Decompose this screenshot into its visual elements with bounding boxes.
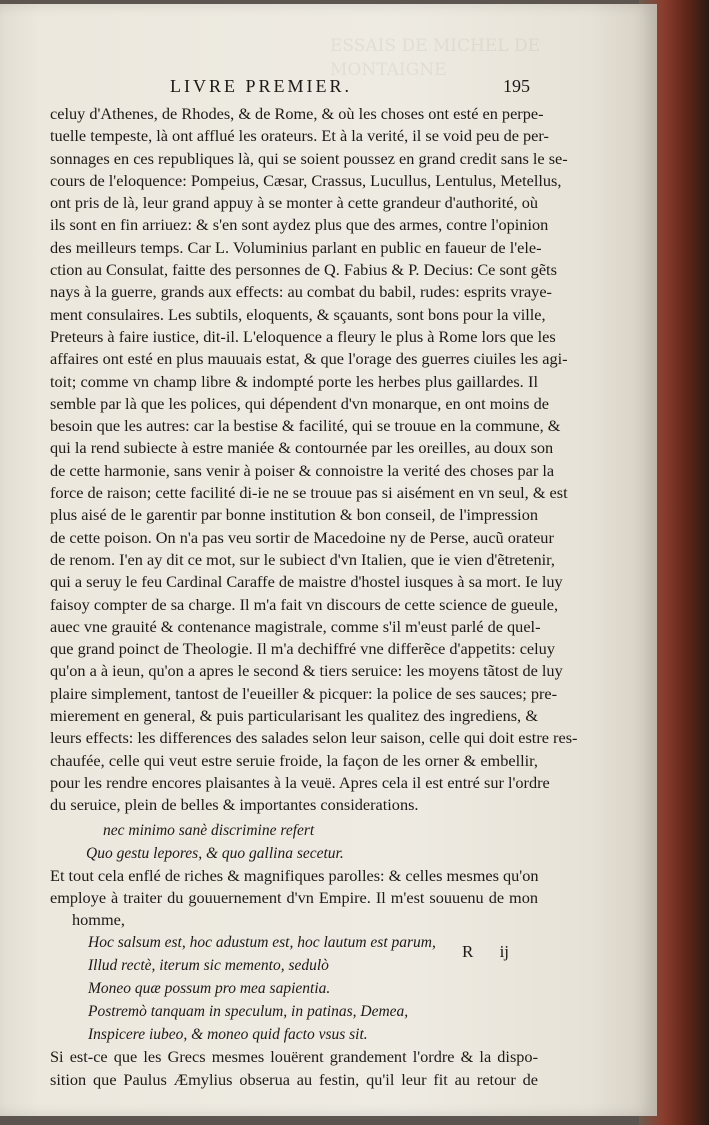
text-line: ont pris de là, leur grand appuy à se monter à cette grandeur d'authorité, où (50, 193, 538, 213)
text-line: pour les rendre encores plaisantes à la veuë. Apres cela il est entré sur l'ordre (50, 772, 550, 792)
text-line: celuy d'Athenes, de Rhodes, & de Rome, & où les choses ont esté en perpe- (50, 104, 544, 123)
paragraph-1 (50, 103, 578, 817)
quote-line: Quo gestu lepores, & quo gallina secetur. (86, 844, 344, 862)
text-line: ction au Consulat, faitte des personnes de Q. Fabius & P. Decius: Ce sont gẽts (50, 260, 557, 280)
text-line: leurs effects: les differences des salades selon leur saison, celle qui doit estre res- (50, 728, 578, 748)
text-line: force de raison; cette facilité di-ie ne se trouue pas si aisément en vn seul, & est (50, 483, 568, 503)
text-line: semble par là que les polices, qui dépendent d'vn monarque, en ont moins de (50, 393, 549, 413)
text-line: plaire simplement, tantost de l'eueiller & picquer: la police de ses sauces; pre- (50, 683, 558, 703)
page-number: 195 (503, 76, 530, 96)
text-line: faisoy compter de sa charge. Il m'a fait vn discours de cette science de gueule, (50, 594, 559, 614)
text-line: des meilleurs temps. Car L. Voluminius parlant en public en faueur de l'ele- (50, 237, 542, 257)
running-title: LIVRE PREMIER. (170, 76, 353, 96)
text-line: tuelle tempeste, là ont afflué les orateurs. Et à la verité, il se void peu de per- (50, 126, 549, 146)
text-line: auec vne grauité & contenance magistrale, comme s'il m'eust parlé de quel- (50, 616, 541, 636)
text-line: chaufée, celle qui veut estre seruie froide, la façon de les orner & embellir, (50, 750, 538, 770)
text-line: de cette poison. On n'a pas veu sortir de Macedoine ny de Perse, aucũ orateur (50, 527, 554, 547)
text-line: mierement en general, & puis particularisant les qualitez des ingrediens, & (50, 706, 538, 726)
text-line: sonnages en ces republiques là, qui se soient poussez en grand credit sans le se- (50, 148, 568, 168)
text-line: du seruice, plein de belles & importantes considerations. (50, 795, 419, 815)
text-line: qui a seruy le feu Cardinal Caraffe de maistre d'hostel iusques à sa mort. Ie luy (50, 572, 563, 592)
text-line: qu'on a à ieun, qu'on a apres le second & tiers seruice: les moyens tãtost de luy (50, 661, 563, 681)
quote-line: Moneo quæ possum pro mea sapientia. (88, 980, 331, 998)
paragraph-2 (50, 865, 538, 932)
quote-line: Illud rectè, iterum sic memento, sedulò (88, 957, 329, 975)
quote-line: Postremò tanquam in speculum, in patinas, Demea, (88, 1003, 409, 1021)
text-line: ment consulaires. Les subtils, eloquents, & sçauants, sont bons pour la ville, (50, 304, 546, 324)
text-line: toit; comme vn champ libre & indompté porte les herbes plus gaillardes. Il (50, 371, 538, 391)
text-line: sition que Paulus Æmylius obserua au festin, qu'il leur fit au retour de (50, 1069, 538, 1089)
text-line: Si est-ce que les Grecs mesmes louërent grandement l'ordre & la dispo- (50, 1047, 538, 1067)
quote-line: nec minimo sanè discrimine refert (103, 821, 315, 839)
text-line: cours de l'eloquence: Pompeius, Cæsar, Crassus, Lucullus, Lentulus, Metellus, (50, 170, 562, 190)
text-line: plus aisé de le garentir par bonne institution & bon conseil, de l'impression (50, 505, 538, 525)
paragraph-3 (50, 1046, 538, 1091)
show-through-text: ESSAIS DE MICHEL DE MONTAIGNE (330, 36, 540, 80)
text-line: qui la rend subiecte à estre maniée & contournée par les oreilles, au doux son (50, 438, 554, 458)
latin-quote-1 (50, 817, 538, 865)
text-line: besoin que les autres: car la bestise & facilité, qui se trouue en la commune, & (50, 416, 561, 436)
text-line: affaires ont esté en plus mauuais estat, & que l'orage des guerres ciuiles les agi- (50, 349, 568, 369)
quote-line: Inspicere iubeo, & moneo quid facto vsus sit. (88, 1026, 368, 1044)
quote-line: Hoc salsum est, hoc adustum est, hoc lautum est parum, (88, 934, 436, 952)
text-line: nays à la guerre, grands aux effects: au combat du babil, rudes: esprits vraye- (50, 282, 552, 302)
text-line: ils sont en fin arriuez: & s'en sont aydez plus que des armes, contre l'opinion (50, 215, 549, 235)
text-line: employe à traiter du gouuernement d'vn Empire. Il m'est souuenu de mon (50, 887, 538, 907)
text-line: de cette harmonie, sans venir à poiser & connoistre la verité des choses par la (50, 460, 555, 480)
text-line: de renom. I'en ay dit ce mot, sur le subiect d'vn Italien, que ie vien d'ẽtretenir, (50, 549, 556, 569)
signature-mark: R ij (462, 942, 510, 961)
text-line: homme, (72, 910, 125, 930)
text-line: Et tout cela enflé de riches & magnifiques parolles: & celles mesmes qu'on (50, 865, 539, 885)
text-line: Preteurs à faire iustice, dit-il. L'eloquence a fleury le plus à Rome lors que les (50, 326, 556, 346)
page-header (60, 76, 530, 100)
text-line: que grand poinct de Theologie. Il m'a dechiffré vne differẽce d'appetits: celuy (50, 639, 555, 659)
